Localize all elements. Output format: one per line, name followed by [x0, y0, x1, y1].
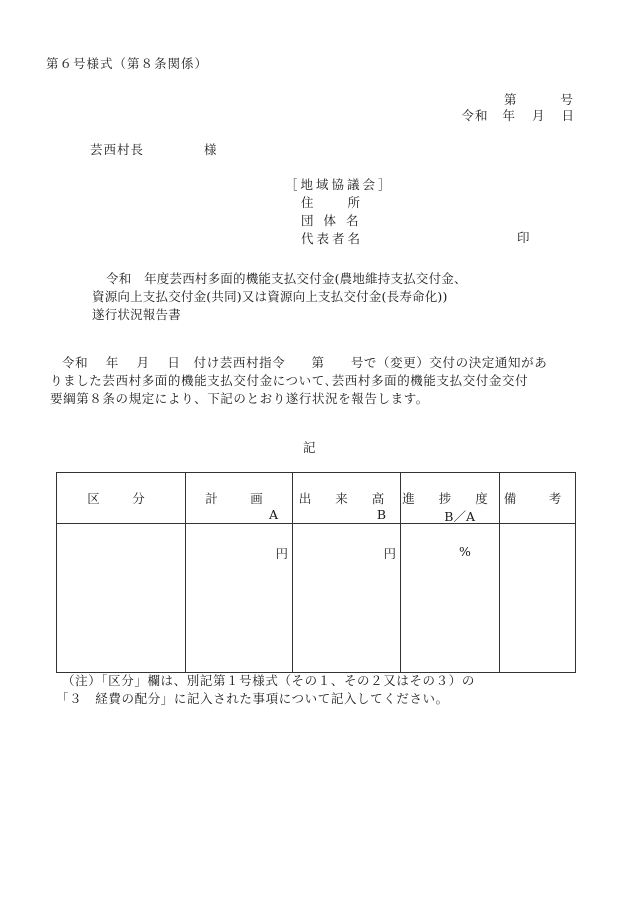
header-actual-label: 出 来 高	[298, 491, 395, 506]
cell-kubun[interactable]	[57, 524, 186, 673]
cell-progress[interactable]	[401, 524, 500, 673]
body-line-2: りました芸西村多面的機能支払交付金について､芸西村多面的機能支払交付金交付	[50, 373, 529, 388]
report-table	[56, 472, 576, 673]
header-kubun-label: 区 分	[87, 491, 155, 506]
cell-remarks[interactable]	[500, 524, 576, 673]
header-progress	[401, 473, 500, 524]
ki-heading: 記	[303, 440, 316, 455]
applicant-block	[285, 176, 530, 248]
header-plan	[186, 473, 293, 524]
doc-date-year: 年	[502, 108, 516, 123]
actual-unit: 円	[383, 546, 396, 561]
doc-date-day: 日	[561, 108, 575, 123]
header-actual-sub: B	[376, 507, 386, 522]
addressee-honorific: 様	[204, 142, 218, 157]
applicant-address-label: 住 所	[301, 195, 364, 210]
cell-plan[interactable]	[186, 524, 293, 673]
header-actual	[293, 473, 401, 524]
applicant-rep-label: 代表者名	[301, 231, 364, 246]
title-line-2: 資源向上支払交付金(共同)又は資源向上支払交付金(長寿命化))	[92, 289, 448, 304]
doc-number-suffix: 号	[560, 92, 575, 107]
header-kubun	[57, 473, 186, 524]
addressee-name: 芸西村長	[90, 142, 145, 157]
note	[56, 672, 475, 708]
title-line-3: 遂行状況報告書	[92, 307, 181, 322]
seal-mark: 印	[517, 230, 530, 245]
header-remarks-label: 備 考	[503, 491, 572, 506]
header-progress-label: 進 捗 度	[402, 491, 498, 506]
table-header-row	[57, 473, 576, 524]
cell-actual[interactable]	[293, 524, 401, 673]
doc-date-month: 月	[531, 108, 546, 123]
applicant-org-type: ［地域協議会］	[285, 177, 394, 192]
table-row	[57, 524, 576, 673]
header-progress-sub: B／A	[444, 509, 475, 524]
note-line-2: 「３ 経費の配分」に記入された事項について記入してください。	[56, 691, 449, 706]
form-number: 第６号様式（第８条関係）	[46, 56, 209, 71]
header-plan-sub: A	[268, 507, 278, 522]
doc-number-prefix: 第	[503, 92, 519, 107]
applicant-group-label: 団 体 名	[301, 213, 362, 228]
title-line-1: 令和 年度芸西村多面的機能支払交付金(農地維持支払交付金、	[106, 271, 467, 286]
note-line-1: （注）「区分」欄は、別記第１号様式（その１、その２又はその３）の	[62, 673, 475, 688]
addressee	[90, 142, 218, 158]
report-title	[92, 270, 467, 324]
body-line-1: 令和 年 月 日 付け芸西村指令 第 号で（変更）交付の決定通知があ	[62, 355, 548, 370]
body-line-3: 要綱第８条の規定により、下記のとおり遂行状況を報告します。	[50, 391, 429, 406]
header-remarks	[500, 473, 576, 524]
plan-unit: 円	[275, 546, 288, 561]
doc-date-era: 令和	[461, 108, 489, 123]
document-date	[461, 108, 575, 124]
document-number	[504, 92, 575, 108]
header-plan-label: 計 画	[205, 491, 273, 506]
progress-unit: %	[459, 544, 471, 559]
body-text	[50, 354, 580, 408]
